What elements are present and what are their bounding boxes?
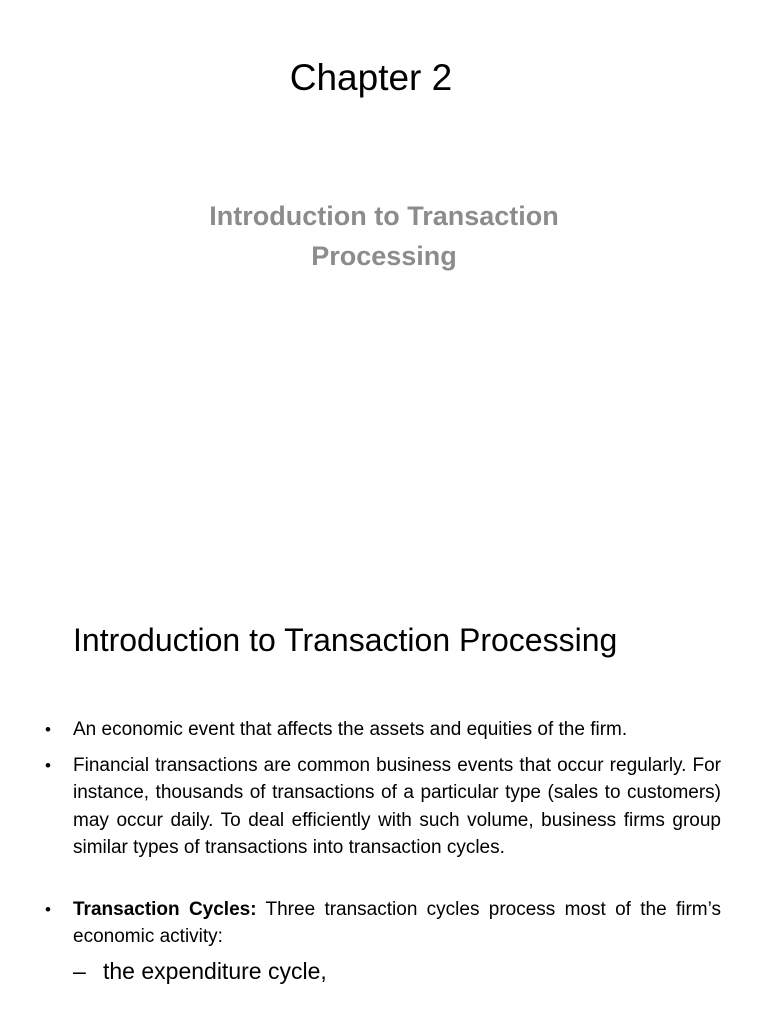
bullet-lead: Transaction Cycles: bbox=[73, 898, 257, 920]
bullet-text: Financial transactions are common business events that occur regularly. For instance, thousands of transactions of a particular type (sales to customers) may occur daily. To deal efficiently with such volume, business firms group similar types of transactions into transaction cycles. bbox=[73, 754, 721, 858]
bullet-marker: • bbox=[45, 755, 51, 775]
bullet-text: An economic event that affects the assets and equities of the firm. bbox=[73, 719, 628, 740]
chapter-title: Chapter 2 bbox=[289, 57, 453, 98]
bullet-text: Three transaction cycles process most of the firm’s economic activity: bbox=[73, 898, 721, 947]
bullet-item bbox=[45, 896, 721, 987]
sub-bullet-marker: – bbox=[73, 957, 86, 984]
bullet-item bbox=[45, 752, 721, 862]
bullet-list bbox=[45, 716, 721, 995]
chapter-subtitle: Introduction to Transaction Processing bbox=[209, 201, 559, 271]
bullet-item bbox=[45, 716, 721, 744]
section-title: Introduction to Transaction Processing bbox=[73, 622, 618, 658]
sub-bullet-item bbox=[73, 955, 721, 987]
sub-bullet-text: the expenditure cycle, bbox=[103, 957, 327, 984]
bullet-marker: • bbox=[45, 720, 51, 739]
bullet-marker: • bbox=[45, 899, 51, 919]
slide-introduction bbox=[0, 576, 768, 1024]
